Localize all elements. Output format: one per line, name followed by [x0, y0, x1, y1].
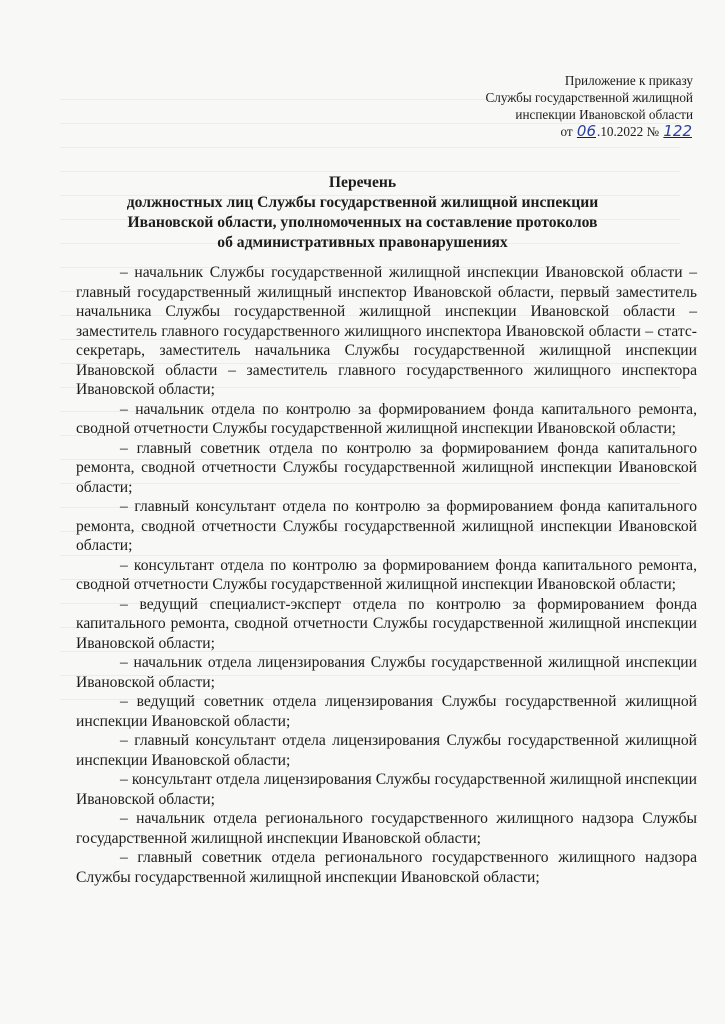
appendix-line-3: инспекции Ивановской области	[515, 107, 693, 122]
appendix-line-2: Службы государственной жилищной	[485, 90, 693, 105]
list-item: – главный советник отдела по контролю за формированием фонда капитального ремонта, сводной отчетности Службы государственной жилищной инспекции Ивановской области;	[76, 439, 697, 496]
title-line-2: должностных лиц Службы государственной жилищной инспекции	[126, 194, 599, 211]
list-item: – начальник отдела регионального государственного жилищного надзора Службы государственной жилищной инспекции Ивановской области;	[76, 810, 697, 847]
date-prefix: от	[560, 124, 573, 139]
list-item: – начальник отдела лицензирования Службы государственной жилищной инспекции Ивановской области;	[76, 654, 697, 691]
handwritten-day: 06	[576, 122, 597, 140]
officials-list	[76, 263, 697, 887]
title-line-4: об административных правонарушениях	[217, 234, 508, 251]
list-item: – начальник отдела по контролю за формированием фонда капитального ремонта, сводной отчетности Службы государственной жилищной инспекции Ивановской области;	[76, 400, 697, 437]
list-item: – главный советник отдела регионального государственного жилищного надзора Службы государственной жилищной инспекции Ивановской области;	[76, 849, 697, 886]
list-item: – ведущий специалист-эксперт отдела по контролю за формированием фонда капитального ремонта, сводной отчетности Службы государственной жилищной инспекции Ивановской области;	[76, 595, 697, 652]
appendix-date-line	[393, 123, 693, 140]
handwritten-order-number: 122	[663, 122, 692, 140]
appendix-line-1: Приложение к приказу	[564, 73, 693, 88]
list-item: – главный консультант отдела лицензирования Службы государственной жилищной инспекции Ивановской области;	[76, 732, 697, 769]
document-title	[0, 173, 725, 253]
title-line-3: Ивановской области, уполномоченных на составление протоколов	[127, 214, 598, 231]
list-item: – ведущий советник отдела лицензирования Службы государственной жилищной инспекции Ивановской области;	[76, 693, 697, 730]
list-item: – консультант отдела лицензирования Службы государственной жилищной инспекции Ивановской области;	[76, 771, 697, 808]
list-item: – начальник Службы государственной жилищной инспекции Ивановской области – главный государственный жилищный инспектор Ивановской области, первый заместитель начальника Службы государственной жилищной инспекции Ивановской области – заместитель главного государственного жилищного инспектора Ивановской области – статс-секретарь, заместитель начальника Службы государственной жилищной инспекции Ивановской области – заместитель главного государственного жилищного инспектора Ивановской области;	[76, 264, 697, 398]
appendix-header	[393, 72, 693, 140]
list-item: – консультант отдела по контролю за формированием фонда капитального ремонта, сводной отчетности Службы государственной жилищной инспекции Ивановской области;	[76, 556, 697, 593]
title-line-1: Перечень	[328, 174, 397, 191]
date-rest: .10.2022 №	[597, 124, 660, 139]
list-item: – главный консультант отдела по контролю за формированием фонда капитального ремонта, сводной отчетности Службы государственной жилищной инспекции Ивановской области;	[76, 498, 697, 554]
